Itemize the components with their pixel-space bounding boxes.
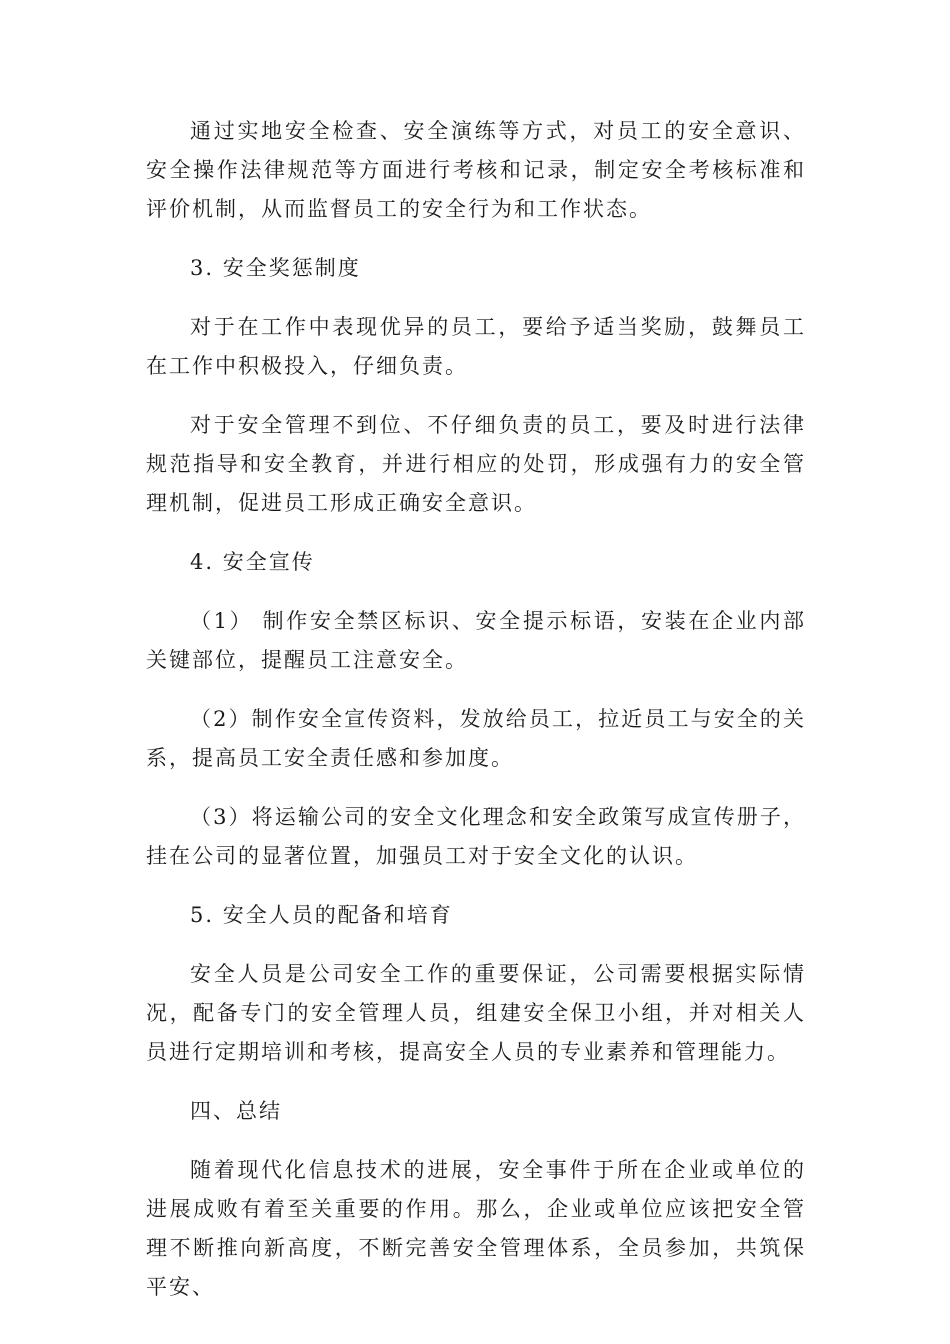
paragraph-gap — [146, 680, 806, 700]
paragraph-publicity-item-3: （3）将运输公司的安全文化理念和安全政策写成宣传册子，挂在公司的显著位置，加强员工对于安全文化的认识。 — [146, 805, 806, 868]
paragraph-gap — [146, 386, 806, 406]
heading-summary: 四、总结 — [190, 1099, 282, 1123]
paragraph-gap — [146, 1072, 806, 1092]
heading-safety-publicity: 4. 安全宣传 — [190, 550, 315, 574]
paragraph-gap — [146, 935, 806, 955]
paragraph-gap — [146, 288, 806, 308]
paragraph-gap — [146, 876, 806, 896]
heading-reward-punishment: 3. 安全奖惩制度 — [190, 256, 361, 280]
paragraph-gap — [146, 229, 806, 249]
paragraph-safety-assessment: 通过实地安全检查、安全演练等方式，对员工的安全意识、安全操作法律规范等方面进行考核和记录，制定安全考核标准和评价机制，从而监督员工的安全行为和工作状态。 — [146, 119, 806, 221]
paragraph-safety-personnel: 安全人员是公司安全工作的重要保证，公司需要根据实际情况，配备专门的安全管理人员，组建安全保卫小组，并对相关人员进行定期培训和考核，提高安全人员的专业素养和管理能力。 — [146, 962, 806, 1064]
paragraph-gap — [146, 582, 806, 602]
paragraph-publicity-item-2: （2）制作安全宣传资料，发放给员工，拉近员工与安全的关系，提高员工安全责任感和参加度。 — [146, 707, 806, 770]
document-body — [146, 112, 806, 1307]
paragraph-reward: 对于在工作中表现优异的员工，要给予适当奖励，鼓舞员工在工作中积极投入，仔细负责。 — [146, 315, 806, 378]
heading-safety-personnel: 5. 安全人员的配备和培育 — [190, 903, 453, 927]
paragraph-gap — [146, 1131, 806, 1151]
paragraph-punishment: 对于安全管理不到位、不仔细负责的员工，要及时进行法律规范指导和安全教育，并进行相应的处罚，形成强有力的安全管理机制，促进员工形成正确安全意识。 — [146, 413, 806, 515]
paragraph-summary: 随着现代化信息技术的进展，安全事件于所在企业或单位的进展成败有着至关重要的作用。那么，企业或单位应该把安全管理不断推向新高度，不断完善安全管理体系，全员参加，共筑保平安、 — [146, 1158, 806, 1299]
paragraph-gap — [146, 523, 806, 543]
paragraph-publicity-item-1: （1） 制作安全禁区标识、安全提示标语，安装在企业内部关键部位，提醒员工注意安全。 — [146, 609, 806, 672]
paragraph-gap — [146, 778, 806, 798]
